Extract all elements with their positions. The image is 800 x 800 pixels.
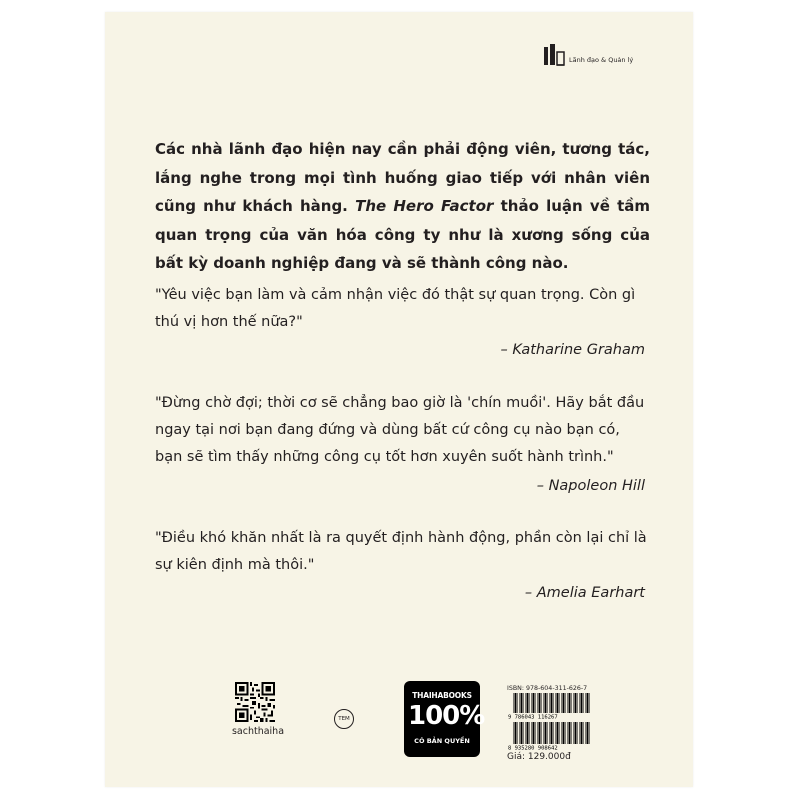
tem-seal: TEM [334,709,354,729]
barcode-bar [513,722,514,744]
isbn-label: ISBN: 978-604-311-626-7 [507,685,588,692]
barcode-bar [561,693,562,713]
barcode-bar [543,722,544,744]
barcode-bar [577,722,578,744]
barcode-bar [515,722,517,744]
barcode-bar [577,693,578,713]
barcode-bar [573,693,574,713]
category-label: Lãnh đạo & Quản lý [569,56,634,64]
barcode-bar [519,693,520,713]
back-cover [105,12,693,787]
intro-text-2: thảo luận về tầm quan trọng của văn hóa công ty như là xương sống của bất kỳ doanh nghiệp đang và sẽ thành công nào. [155,197,650,272]
stamp-subtitle: CÓ BẢN QUYỀN [414,737,470,745]
barcode-bar [569,693,571,713]
quote-text: "Điều khó khăn nhất là ra quyết định hành động, phần còn lại chỉ là sự kiên định mà thôi." [155,530,647,573]
qr-code [235,682,275,722]
barcode-bar [553,722,554,744]
barcode-bar [523,722,524,744]
barcode-bar [513,693,514,713]
barcode-bar [581,693,583,713]
barcode-bar [559,722,560,744]
barcode-digits: 9 786043 116267 [508,714,558,719]
barcode-bar [545,693,547,713]
barcode-bar [527,693,529,713]
barcode-bar [573,722,574,744]
barcode-bar [541,722,542,744]
barcode-bar [529,722,530,744]
qr-label: sachthaiha [231,726,285,737]
book-stack-icon [543,44,565,66]
barcode-bar [589,722,590,744]
barcode-bar [555,722,556,744]
barcode-bar [575,722,577,744]
barcode-bar [561,722,562,744]
barcode-bar [549,693,550,713]
barcode-bar [535,722,536,744]
quote-text: "Đừng chờ đợi; thời cơ sẽ chẳng bao giờ là 'chín muồi'. Hãy bắt đầu ngay tại nơi bạn đang đứng và dùng bất cứ công cụ nào bạn có, bạn sẽ tìm thấy những công cụ tốt hơn xuyên suốt hành trình." [155,395,645,465]
barcode-bar [585,722,586,744]
barcode-bar [537,722,538,744]
intro-paragraph [155,135,650,278]
barcode-bar [539,693,541,713]
barcode-bar [579,722,580,744]
price-label: Giá: 129.000đ [507,752,571,762]
barcode-bar [567,693,568,713]
quote-author: – Amelia Earhart [524,585,645,601]
stamp-brand: THAIHABOOKS [412,691,472,700]
barcode-bar [521,693,523,713]
barcode-bar [587,693,589,713]
barcode-bar [537,693,538,713]
barcode-bar [555,693,556,713]
barcode-bar [541,693,542,713]
barcode-bar [565,693,566,713]
barcode-bar [527,722,529,744]
barcode-bar [531,722,532,744]
barcode-bar [579,693,580,713]
barcode-bar [571,722,572,744]
quote-text: "Yêu việc bạn làm và cảm nhận việc đó thật sự quan trọng. Còn gì thú vị hơn thế nữa?" [155,287,636,330]
barcode-bar [569,722,571,744]
barcode-bar [587,722,589,744]
barcode-bar [529,693,530,713]
barcode-bar [557,722,559,744]
barcode-bar [517,693,518,713]
barcode-bar [533,693,535,713]
barcode-bar [519,722,520,744]
barcode-bar [581,722,583,744]
barcode-bar [533,722,535,744]
copyright-stamp [404,681,485,757]
barcode-bar [575,693,577,713]
barcode-bar [557,693,559,713]
barcode-bar [523,693,524,713]
barcode-bar [559,693,560,713]
intro-text-1: Các nhà lãnh đạo hiện nay cần phải động viên, tương tác, lắng nghe trong mọi tình huống giao tiếp với nhân viên cũng như khách hàng. [155,140,650,215]
barcode-bar [539,722,541,744]
barcode-bar [583,722,584,744]
barcode-bar [563,693,565,713]
barcode-bar [525,722,526,744]
product-barcode [507,722,593,750]
barcode-bar [563,722,565,744]
barcode-bar [545,722,547,744]
publisher-logo [543,44,633,66]
quote-author: – Napoleon Hill [536,478,645,494]
barcode-bar [589,693,590,713]
barcode-bar [551,722,553,744]
barcode-bar [565,722,566,744]
barcode-bar [551,693,553,713]
barcode-bar [547,722,548,744]
barcode-bar [567,722,568,744]
quote-author: – Katharine Graham [500,342,645,358]
barcode-bar [525,693,526,713]
stamp-percent: 100% [408,701,485,731]
barcode-bar [585,693,586,713]
barcode-bar [553,693,554,713]
barcode-bar [521,722,523,744]
barcode-bar [517,722,518,744]
barcode-bar [583,693,584,713]
isbn-barcode [507,693,593,719]
barcode-bar [531,693,532,713]
barcode-bar [549,722,550,744]
barcode-bar [571,693,572,713]
barcode-bar [515,693,517,713]
barcode-bar [547,693,548,713]
barcode-bar [543,693,544,713]
barcode-bar [535,693,536,713]
barcode-digits: 8 935280 908642 [508,745,558,750]
book-title: The Hero Factor [355,197,494,215]
